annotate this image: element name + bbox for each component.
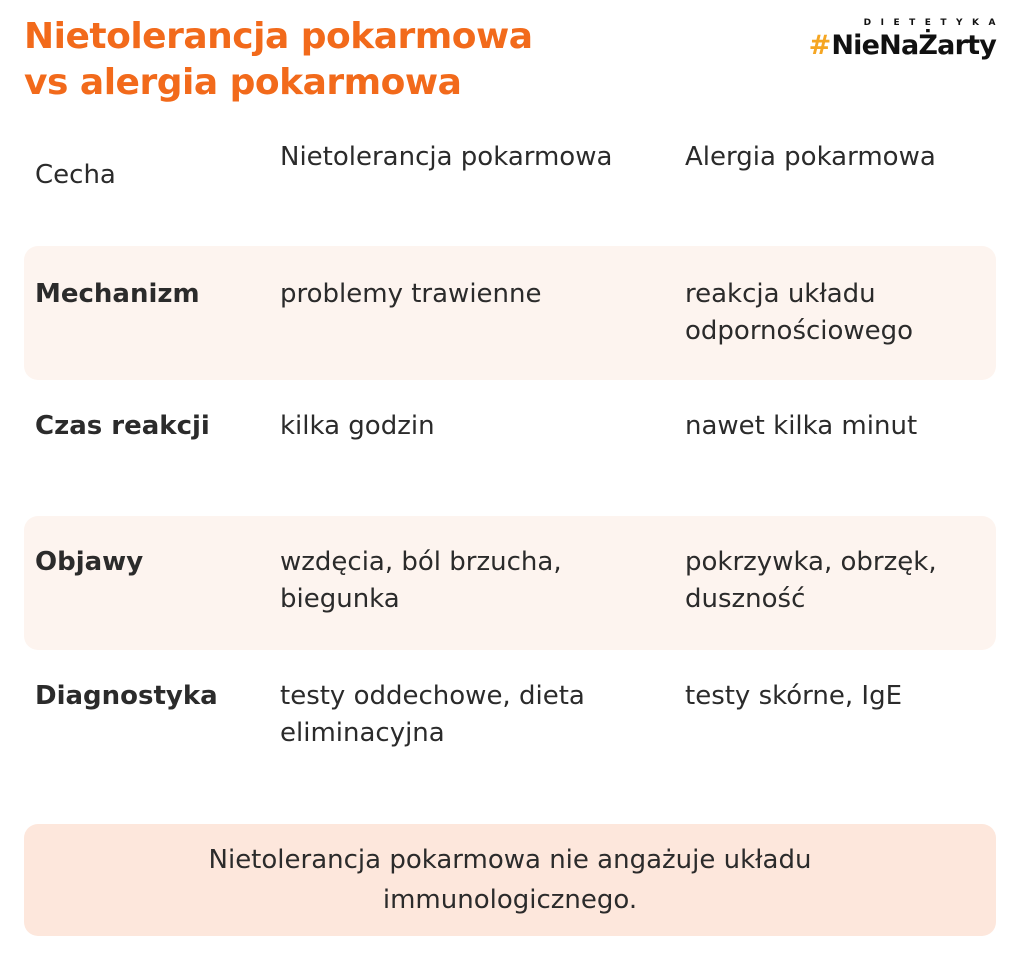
table-row [24,380,996,516]
table-header-row [24,130,996,246]
row-allergy: pokrzywka, obrzęk, duszność [685,547,937,614]
row-feature: Mechanizm [35,279,200,309]
brand-tagline: DIETETYKA [863,18,1005,28]
row-allergy: testy skórne, IgE [685,681,903,711]
header-feature: Cecha [35,160,116,190]
row-feature: Objawy [35,547,144,577]
header-intolerance: Nietolerancja pokarmowa [280,142,613,172]
page-title-line-1: Nietolerancja pokarmowa [24,16,533,57]
row-feature: Diagnostyka [35,681,218,711]
table-row [24,246,996,380]
summary-note-text: Nietolerancja pokarmowa nie angażuje układu immunologicznego. [208,845,812,915]
brand-name-text: NieNaŻarty [831,30,996,61]
row-allergy: reakcja układu odpornościowego [685,279,914,346]
table-row [24,516,996,650]
row-intolerance: kilka godzin [280,411,435,441]
summary-note [24,824,996,936]
table-row [24,650,996,780]
row-intolerance: problemy trawienne [280,279,542,309]
row-allergy: nawet kilka minut [685,411,918,441]
page-title-line-2: vs alergia pokarmowa [24,62,462,103]
header-allergy: Alergia pokarmowa [685,142,936,172]
brand-logo [808,18,1005,62]
row-intolerance: testy oddechowe, dieta eliminacyjna [280,681,585,748]
row-intolerance: wzdęcia, ból brzucha, biegunka [280,547,562,614]
comparison-table [24,130,996,780]
page-title [24,14,533,106]
row-feature: Czas reakcji [35,411,210,441]
hashtag-icon: # [808,30,831,61]
brand-name [809,30,996,62]
